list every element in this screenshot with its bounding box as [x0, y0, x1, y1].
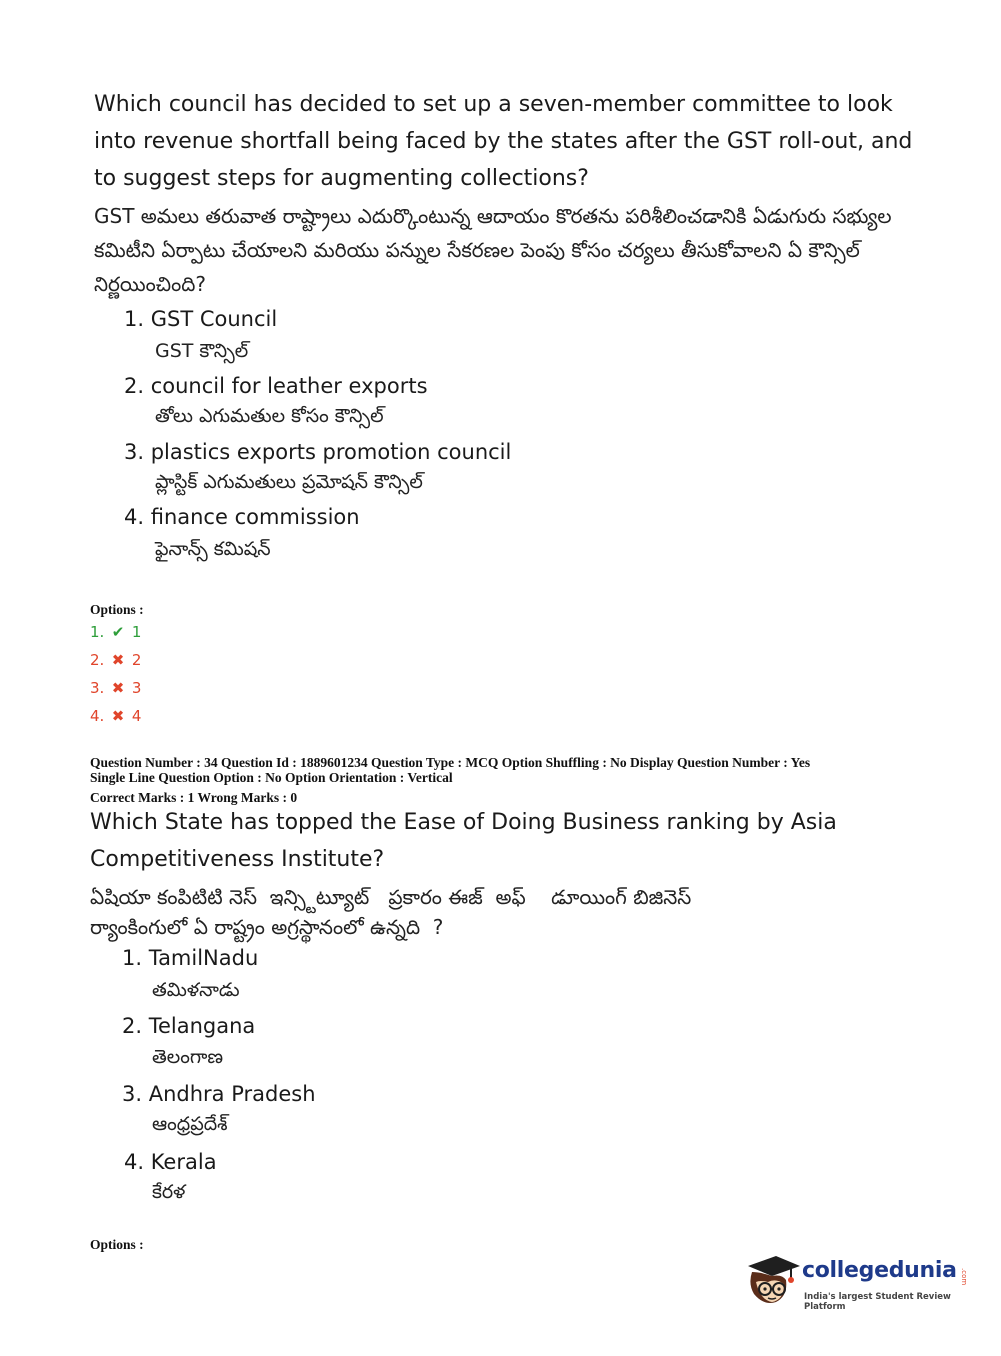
q33-option-4: [90, 706, 141, 726]
q33-option-1: [90, 622, 141, 642]
q33-choice-4-te: ఫైనాన్స్ కమిషన్: [155, 538, 271, 560]
collegedunia-logo: [742, 1248, 972, 1312]
logo-domain-suffix: .com: [960, 1268, 968, 1286]
q33-choice-4-en: 4. finance commission: [124, 505, 360, 529]
q34-choice-1-te: తమిళనాడు: [152, 979, 240, 1001]
q33-choice-3-te: ప్లాస్టిక్ ఎగుమతులు ప్రమోషన్ కౌన్సిల్: [155, 471, 423, 493]
logo-wordmark: collegedunia: [802, 1258, 957, 1283]
check-icon: ✔: [111, 623, 125, 641]
option-value: 1: [131, 623, 142, 641]
q34-choice-4-en: 4. Kerala: [124, 1150, 217, 1174]
q34-meta-line-1: Question Number : 34 Question Id : 1889601234 Question Type : MCQ Option Shuffling : No Display Question Number : Yes: [90, 755, 811, 770]
option-number: 2.: [90, 651, 105, 669]
cross-icon: ✖: [111, 679, 125, 697]
q33-choice-2-en: 2. council for leather exports: [124, 374, 428, 398]
q34-options-label: Options :: [90, 1237, 144, 1252]
cross-icon: ✖: [111, 707, 125, 725]
q34-choice-4-te: కేరళ: [152, 1181, 186, 1203]
q34-choice-1-en: 1. TamilNadu: [122, 946, 259, 970]
q34-meta-line-3: Correct Marks : 1 Wrong Marks : 0: [90, 790, 298, 805]
option-value: 2: [131, 651, 142, 669]
logo-tagline: India's largest Student Review Platform: [804, 1292, 951, 1312]
q33-choice-1-te: GST కౌన్సిల్: [155, 340, 249, 362]
graduate-cartoon-icon: [742, 1250, 802, 1310]
option-number: 3.: [90, 679, 105, 697]
option-value: 4: [131, 707, 142, 725]
q34-choice-2-en: 2. Telangana: [122, 1014, 256, 1038]
q34-choice-2-te: తెలంగాణ: [152, 1046, 224, 1068]
cross-icon: ✖: [111, 651, 125, 669]
q33-option-2: [90, 650, 141, 670]
q34-choice-3-te: ఆంధ్రప్రదేశ్: [152, 1113, 228, 1135]
q33-choice-1-en: 1. GST Council: [124, 307, 278, 331]
q33-choice-2-te: తోలు ఎగుమతుల కోసం కౌన్సిల్: [155, 405, 384, 427]
q34-meta-line-2: Single Line Question Option : No Option Orientation : Vertical: [90, 770, 453, 785]
q33-choice-3-en: 3. plastics exports promotion council: [124, 440, 512, 464]
question-33-text-en: Which council has decided to set up a seven-member committee to look into revenue shortfall being faced by the states after the GST roll-out, and to suggest steps for augmenting collections?: [94, 92, 913, 191]
question-34-text-te-line-1: ఏషియా కంపిటిటి నెస్ ఇన్స్టిట్యూట్ ప్రకారం ఈజ్ అఫ్ డూయింగ్ బిజినెస్: [90, 885, 692, 909]
question-33-text-te: GST అమలు తరువాత రాష్ట్రాలు ఎదుర్కొంటున్న ఆదాయం కొరతను పరిశీలించడానికి ఏడుగురు సభ్యుల కమిటీని ఏర్పాటు చేయాలని మరియు పన్నుల సేకరణల పెంపు కోసం చర్యలు తీసుకోవాలని ఏ కౌన్సిల్ నిర్ణయించింది?: [94, 204, 892, 296]
q33-option-3: [90, 678, 141, 698]
question-34-text-te-line-2: ర్యాంకింగులో ఏ రాష్ట్రం అగ్రస్థానంలో ఉన్నది ?: [90, 915, 444, 939]
option-number: 4.: [90, 707, 105, 725]
q34-choice-3-en: 3. Andhra Pradesh: [122, 1082, 316, 1106]
question-34-text-en: Which State has topped the Ease of Doing Business ranking by Asia Competitiveness Institute?: [90, 810, 837, 872]
q33-options-label: Options :: [90, 602, 144, 617]
option-value: 3: [131, 679, 142, 697]
option-number: 1.: [90, 623, 105, 641]
